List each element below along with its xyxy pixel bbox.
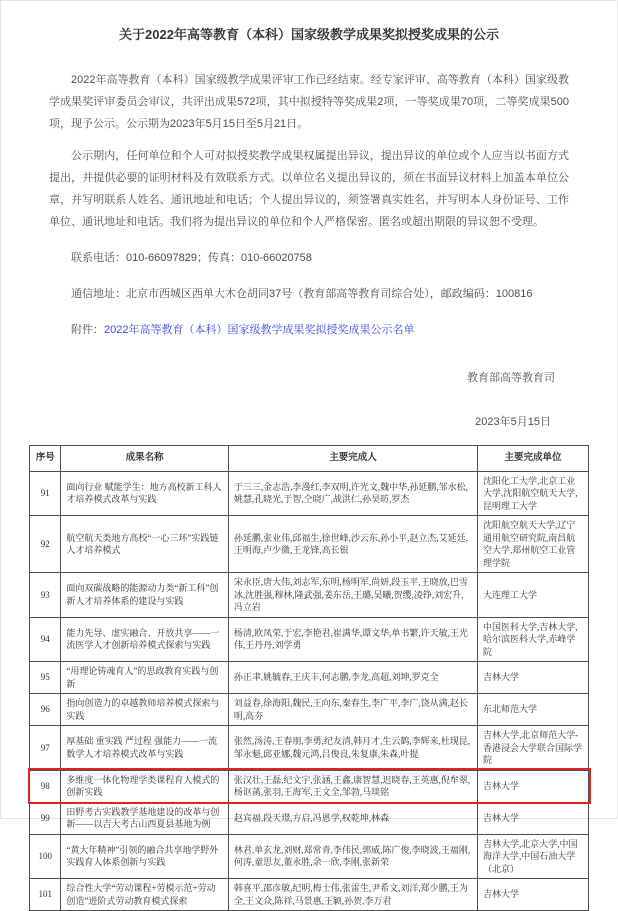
attachment-label: 附件： xyxy=(71,324,104,336)
cell-achievement: 面向双碳战略的能源动力类“新工科”创新人才培养体系的建设与实践 xyxy=(61,573,228,618)
cell-rank: 91 xyxy=(30,471,61,516)
table-row-highlighted xyxy=(30,770,589,802)
cell-achievement: 厚基础 重实践 严过程 强能力——一流数学人才培养模式改革与实践 xyxy=(61,726,228,771)
table-row xyxy=(30,516,589,573)
cell-contributors: 孙延鹏,张业伟,邱福生,徐世峰,沙云东,孙小平,赵立杰,艾延廷,王明海,卢少微,王龙锋,高长银 xyxy=(228,516,477,573)
table-row xyxy=(30,726,589,771)
publish-date: 2023年5月15日 xyxy=(475,416,551,428)
cell-contributors: 林君,单玄龙,刘财,郑常青,李伟民,郭威,陈广俊,李晓波,王福刚,何涛,童思友,董永胜,余一欣,李刚,张新荣 xyxy=(228,834,477,879)
cell-units: 沈阳航空航天大学,辽宁通用航空研究院,南昌航空大学,郑州航空工业管理学院 xyxy=(478,516,589,573)
cell-achievement: 航空航天类地方高校“一心三环”实践链人才培养模式 xyxy=(61,516,228,573)
intro-paragraph: 2022年高等教育（本科）国家级教学成果评审工作已经结束。经专家评审、高等教育（本科）国家级教学成果奖评审委员会审议，共评出成果572项，其中拟授特等奖成果2项，一等奖成果70项，二等奖成果500项，现予公示。公示期为2023年5月15日至5月21日。 xyxy=(49,74,569,130)
cell-contributors: 杨清,欧凤荣,于宏,李艳君,崔满华,谭文华,单书繁,许天敏,王光伟,王丹丹,刘学勇 xyxy=(228,617,477,662)
contact-address-line: 通信地址：北京市西城区西单大木仓胡同37号（教育部高等教育司综合处），邮政编码：100816 xyxy=(71,288,533,300)
cell-rank: 95 xyxy=(30,662,61,694)
header-rank: 序号 xyxy=(30,446,61,472)
cell-contributors: 于三三,金志浩,李漫红,李双明,许光文,魏中华,孙延鹏,邹水松,姚慧,孔晓光,于智,仝晓广,战洪仁,孙昊昉,罗杰 xyxy=(228,471,477,516)
cell-units: 中国医科大学,吉林大学,哈尔滨医科大学,赤峰学院 xyxy=(478,617,589,662)
table-row xyxy=(30,879,589,911)
cell-units: 吉林大学,北京大学,中国海洋大学,中国石油大学（北京） xyxy=(478,834,589,879)
cell-rank: 101 xyxy=(30,879,61,911)
cell-contributors: 孙正聿,姚毓春,王庆丰,何志鹏,李龙,高超,刘坤,罗克全 xyxy=(228,662,477,694)
table-row xyxy=(30,573,589,618)
cell-contributors: 刘益春,徐海阳,魏民,王向东,秦春生,李广平,李广,饶从满,赵长明,高夯 xyxy=(228,694,477,726)
table-row xyxy=(30,802,589,834)
cell-achievement: 综合性大学“劳动课程+劳模示范+劳动创造”进阶式劳动教育模式探索 xyxy=(61,879,228,911)
cell-achievement: 田野考古实践教学基地建设的改革与创新——以吉大考古山西夏县基地为例 xyxy=(61,802,228,834)
cell-rank: 96 xyxy=(30,694,61,726)
header-achievement: 成果名称 xyxy=(61,446,228,472)
cell-contributors: 宋永臣,唐大伟,刘志军,东明,杨明军,尚妍,段玉平,王晓放,巴雪冰,沈胜强,穆林,隆武强,姜东岳,王璐,吴曦,贺缨,凌铮,刘宏升,冯立岩 xyxy=(228,573,477,618)
cell-rank: 93 xyxy=(30,573,61,618)
table-row xyxy=(30,834,589,879)
signer-name: 教育部高等教育司 xyxy=(467,372,555,384)
cell-rank: 94 xyxy=(30,617,61,662)
cell-units: 吉林大学 xyxy=(478,802,589,834)
cell-units: 东北师范大学 xyxy=(478,694,589,726)
cell-rank: 97 xyxy=(30,726,61,771)
cell-achievement: “用理论铸魂育人”的思政教育实践与创新 xyxy=(61,662,228,694)
cell-rank: 100 xyxy=(30,834,61,879)
header-contributors: 主要完成人 xyxy=(228,446,477,472)
cell-achievement: 能力先导、虚实融合、开放共享——一流医学人才创新培养模式探索与实践 xyxy=(61,617,228,662)
cell-units: 沈阳化工大学,北京工业大学,沈阳航空航天大学,昆明理工大学 xyxy=(478,471,589,516)
attachment-line xyxy=(49,319,569,341)
cell-rank: 92 xyxy=(30,516,61,573)
objection-paragraph: 公示期内，任何单位和个人可对拟授奖教学成果权属提出异议，提出异议的单位或个人应当以书面方式提出，并提供必要的证明材料及有效联系方式。以单位名义提出异议的，须在书面异议材料上加盖本单位公章，并写明联系人姓名、通讯地址和电话；个人提出异议的，须签署真实姓名，并写明本人身份证号、工作单位、通讯地址和电话。我们将为提出异议的单位和个人严格保密。匿名或超出期限的异议恕不受理。 xyxy=(49,150,569,228)
cell-contributors: 张然,汤涛,王春朋,李勇,纪友清,韩月才,生云鹤,李辉来,杜现昆,邹永魁,邱亚娜,魏元鸿,吕俊良,朱复康,朱森,叶提 xyxy=(228,726,477,771)
cell-units: 吉林大学 xyxy=(478,879,589,911)
awards-table xyxy=(29,445,589,911)
cell-achievement: 指向创造力的卓越教师培养模式探索与实践 xyxy=(61,694,228,726)
contact-phone-line: 联系电话：010-66097829；传真：010-66020758 xyxy=(71,252,312,264)
table-row xyxy=(30,471,589,516)
cell-contributors: 张汉壮,王磊,纪文宇,张涵,王鑫,康智慧,迟晓春,王英惠,倪牟翠,杨讴菡,张羽,王海军,王文全,邹勃,马琰铭 xyxy=(228,770,477,802)
header-units: 主要完成单位 xyxy=(478,446,589,472)
table-row xyxy=(30,617,589,662)
page-title: 关于2022年高等教育（本科）国家级教学成果奖拟授奖成果的公示 xyxy=(119,27,499,42)
cell-units: 吉林大学 xyxy=(478,770,589,802)
table-row xyxy=(30,694,589,726)
cell-rank: 98 xyxy=(30,770,61,802)
cell-achievement: 面向行业 赋能学生：地方高校新工科人才培养模式改革与实践 xyxy=(61,471,228,516)
attachment-link[interactable]: 2022年高等教育（本科）国家级教学成果奖拟授奖成果公示名单 xyxy=(104,324,415,336)
signature-block xyxy=(49,367,569,433)
cell-achievement: 多维度一体化物理学类课程育人模式的创新实践 xyxy=(61,770,228,802)
table-header-row xyxy=(30,446,589,472)
cell-rank: 99 xyxy=(30,802,61,834)
announcement-document xyxy=(1,1,617,433)
table-row xyxy=(30,662,589,694)
cell-units: 大连理工大学 xyxy=(478,573,589,618)
awards-table-container xyxy=(29,445,589,911)
cell-units: 吉林大学 xyxy=(478,662,589,694)
cell-contributors: 赵宾福,段天璟,方启,冯恩学,权乾坤,林森 xyxy=(228,802,477,834)
cell-units: 吉林大学,北京师范大学-香港浸会大学联合国际学院 xyxy=(478,726,589,771)
cell-achievement: “黄大年精神”引领的融合共享地学野外实践育人体系创新与实践 xyxy=(61,834,228,879)
cell-contributors: 韩喜平,邵彦敏,纪明,梅士伟,张雷生,尹希文,刘洋,郑少鹏,王为全,王文众,陈祥,马景惠,王颖,孙贺,李万君 xyxy=(228,879,477,911)
